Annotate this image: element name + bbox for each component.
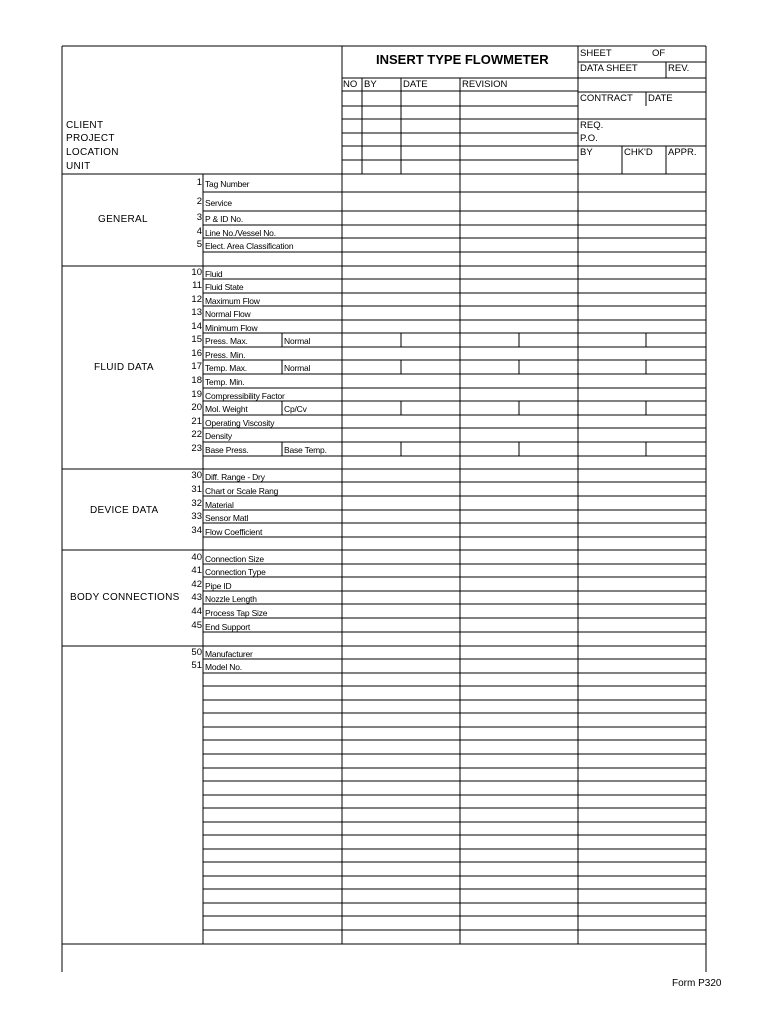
project-label: PROJECT <box>66 133 115 144</box>
row-label: Fluid <box>205 269 223 279</box>
row-number: 33 <box>191 511 202 522</box>
location-label: LOCATION <box>66 147 119 158</box>
row-label: Tag Number <box>205 179 250 189</box>
row-label: End Support <box>205 622 251 632</box>
row-number: 10 <box>191 267 202 278</box>
row-number: 40 <box>191 552 202 563</box>
row-label: Density <box>205 431 232 441</box>
row-number: 34 <box>191 525 202 536</box>
rev-col-revision: REVISION <box>462 79 508 90</box>
row-label: Line No./Vessel No. <box>205 228 276 238</box>
row-label: Normal Flow <box>205 309 251 319</box>
sheet-label: SHEET <box>580 48 612 59</box>
row-label: Diff. Range - Dry <box>205 472 265 482</box>
row-number: 43 <box>191 592 202 603</box>
row-label: Elect. Area Classification <box>205 241 294 251</box>
row-number: 21 <box>191 416 202 427</box>
row-number: 51 <box>191 660 202 671</box>
section-body-connections: BODY CONNECTIONS <box>70 592 180 603</box>
row-label: P & ID No. <box>205 214 243 224</box>
row-number: 23 <box>191 443 202 454</box>
row-number: 42 <box>191 579 202 590</box>
row-label: Process Tap Size <box>205 608 268 618</box>
row-label: Minimum Flow <box>205 323 258 333</box>
row-number: 22 <box>191 429 202 440</box>
data-sheet-label: DATA SHEET <box>580 63 638 74</box>
row-label: Nozzle Length <box>205 594 257 604</box>
by-label: BY <box>580 147 593 158</box>
row-label: Service <box>205 198 232 208</box>
rev-col-no: NO <box>343 79 358 90</box>
row-label: Compressibility Factor <box>205 391 285 401</box>
contract-label: CONTRACT <box>580 93 633 104</box>
row-label: Pipe ID <box>205 581 232 591</box>
row-label: Fluid State <box>205 282 244 292</box>
row-number: 44 <box>191 606 202 617</box>
req-label: REQ. <box>580 120 604 131</box>
appr-label: APPR. <box>668 147 697 158</box>
po-label: P.O. <box>580 133 598 144</box>
section-fluid-data: FLUID DATA <box>94 362 154 373</box>
client-label: CLIENT <box>66 120 104 131</box>
row-number: 3 <box>196 212 202 223</box>
row-number: 20 <box>191 402 202 413</box>
row-number: 19 <box>191 389 202 400</box>
row-sublabel: Normal <box>284 336 311 346</box>
row-number: 5 <box>196 239 202 250</box>
row-number: 16 <box>191 348 202 359</box>
chkd-label: CHK'D <box>624 147 653 158</box>
row-label: Chart or Scale Rang <box>205 486 279 496</box>
unit-label: UNIT <box>66 161 91 172</box>
row-label: Sensor Matl <box>205 513 249 523</box>
row-label: Connection Type <box>205 567 266 577</box>
date-label: DATE <box>648 93 673 104</box>
row-label: Material <box>205 500 234 510</box>
row-number: 45 <box>191 620 202 631</box>
row-label: Maximum Flow <box>205 296 260 306</box>
row-number: 31 <box>191 484 202 495</box>
row-number: 15 <box>191 334 202 345</box>
row-sublabel: Normal <box>284 363 311 373</box>
row-number: 13 <box>191 307 202 318</box>
row-label: Mol. Weight <box>205 404 248 414</box>
row-number: 2 <box>196 196 202 207</box>
rev-col-date: DATE <box>403 79 428 90</box>
row-number: 17 <box>191 361 202 372</box>
form-number: Form P320 <box>672 978 722 989</box>
row-number: 41 <box>191 565 202 576</box>
row-sublabel: Base Temp. <box>284 445 327 455</box>
row-number: 12 <box>191 294 202 305</box>
form-title: INSERT TYPE FLOWMETER <box>376 52 549 67</box>
rev-col-by: BY <box>364 79 377 90</box>
row-label: Connection Size <box>205 554 264 564</box>
row-label: Press. Max. <box>205 336 248 346</box>
row-number: 32 <box>191 498 202 509</box>
row-label: Operating Viscosity <box>205 418 275 428</box>
row-label: Model No. <box>205 662 242 672</box>
section-general: GENERAL <box>98 214 148 225</box>
rev-label: REV. <box>668 63 690 74</box>
of-label: OF <box>652 48 666 59</box>
row-number: 50 <box>191 647 202 658</box>
row-label: Press. Min. <box>205 350 246 360</box>
row-number: 30 <box>191 470 202 481</box>
row-label: Base Press. <box>205 445 249 455</box>
row-number: 1 <box>196 177 202 188</box>
row-number: 4 <box>196 226 202 237</box>
section-device-data: DEVICE DATA <box>90 505 159 516</box>
row-label: Manufacturer <box>205 649 253 659</box>
row-number: 11 <box>192 280 202 291</box>
row-label: Flow Coefficient <box>205 527 263 537</box>
row-number: 18 <box>191 375 202 386</box>
row-sublabel: Cp/Cv <box>284 404 307 414</box>
row-label: Temp. Max. <box>205 363 247 373</box>
row-number: 14 <box>191 321 202 332</box>
row-label: Temp. Min. <box>205 377 245 387</box>
